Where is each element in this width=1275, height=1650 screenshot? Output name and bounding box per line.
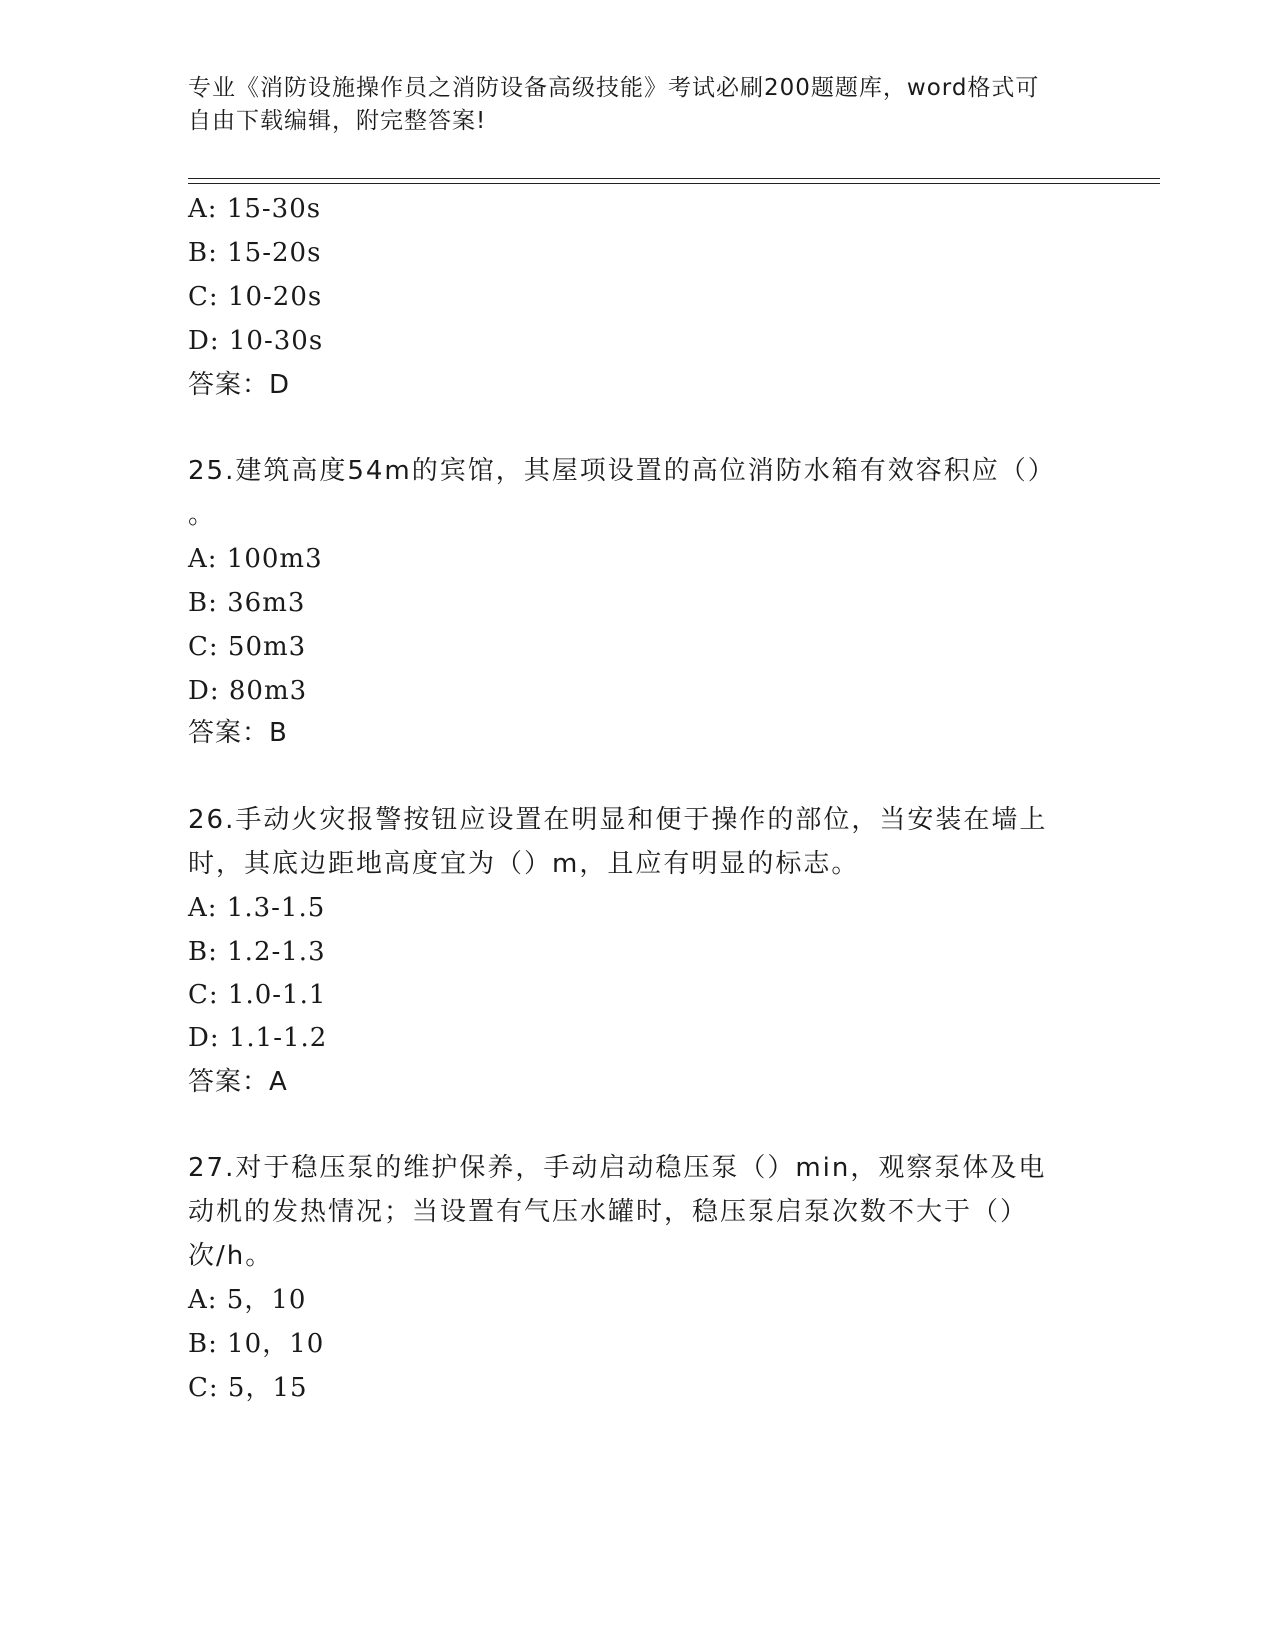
q25-answer: 答案：B [188, 718, 288, 748]
header-rule-bottom [188, 183, 1160, 184]
q26-stem-line-1: 26.手动火灾报警按钮应设置在明显和便于操作的部位，当安装在墙上 [188, 805, 1048, 835]
q26-option-c: C: 1.0-1.1 [188, 980, 327, 1010]
q26-option-d: D: 1.1-1.2 [188, 1023, 328, 1053]
q25-option-d: D: 80m3 [188, 676, 308, 706]
q24-answer: 答案：D [188, 370, 291, 400]
q27-option-a: A: 5，10 [188, 1285, 307, 1315]
q24-option-d: D: 10-30s [188, 326, 324, 356]
q26-option-a: A: 1.3-1.5 [188, 893, 326, 923]
q26-answer: 答案：A [188, 1067, 288, 1097]
q27-stem-line-2: 动机的发热情况；当设置有气压水罐时，稳压泵启泵次数不大于（） [188, 1197, 1029, 1227]
q25-stem-line-2: 。 [188, 500, 217, 530]
header-rule-top [188, 178, 1160, 179]
q25-option-c: C: 50m3 [188, 632, 307, 662]
document-header [188, 72, 1078, 138]
q26-stem-line-2: 时，其底边距地高度宜为（）m，且应有明显的标志。 [188, 849, 860, 879]
header-line-1: 专业《消防设施操作员之消防设备高级技能》考试必刷200题题库，word格式可 [188, 75, 1040, 101]
q25-option-b: B: 36m3 [188, 588, 306, 618]
q24-option-a: A: 15-30s [188, 194, 322, 224]
q27-option-b: B: 10，10 [188, 1329, 325, 1359]
q27-stem-line-1: 27.对于稳压泵的维护保养，手动启动稳压泵（）min，观察泵体及电 [188, 1153, 1047, 1183]
q27-option-c: C: 5，15 [188, 1373, 308, 1403]
q27-stem-line-3: 次/h。 [188, 1241, 274, 1271]
q26-option-b: B: 1.2-1.3 [188, 937, 326, 967]
q25-stem-line-1: 25.建筑高度54m的宾馆，其屋项设置的高位消防水箱有效容积应（） [188, 456, 1056, 486]
q25-option-a: A: 100m3 [188, 544, 323, 574]
q24-option-c: C: 10-20s [188, 282, 323, 312]
q24-option-b: B: 15-20s [188, 238, 322, 268]
header-line-2: 自由下载编辑，附完整答案! [188, 108, 487, 134]
